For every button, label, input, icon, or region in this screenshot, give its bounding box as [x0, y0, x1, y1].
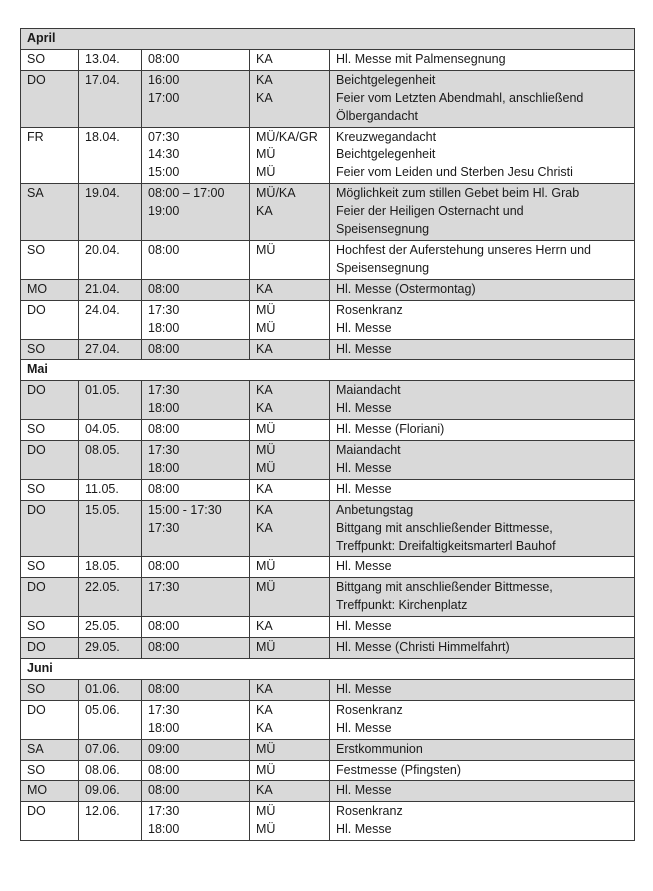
- event-line: Bittgang mit anschließender Bittmesse,: [336, 580, 553, 595]
- schedule-row: [21, 339, 635, 360]
- place-line: MÜ: [256, 443, 276, 458]
- time-cell: [142, 617, 250, 638]
- date-cell: 18.04.: [79, 127, 142, 184]
- place-cell: [250, 739, 330, 760]
- schedule-row: [21, 617, 635, 638]
- time-line: 07:30: [148, 129, 180, 144]
- place-line: KA: [256, 702, 273, 717]
- schedule-row: [21, 441, 635, 480]
- place-line: KA: [256, 90, 273, 105]
- date-cell: 20.04.: [79, 240, 142, 279]
- event-cell: [330, 679, 635, 700]
- event-cell: [330, 479, 635, 500]
- event-line: Speisensegnung: [336, 222, 430, 237]
- event-cell: [330, 70, 635, 127]
- place-cell: [250, 638, 330, 659]
- event-line: Hl. Messe (Floriani): [336, 422, 445, 437]
- day-cell: SO: [21, 679, 79, 700]
- time-cell: [142, 679, 250, 700]
- event-line: Kreuzwegandacht: [336, 129, 437, 144]
- event-line: Maiandacht: [336, 443, 401, 458]
- place-cell: [250, 49, 330, 70]
- date-cell: 09.06.: [79, 781, 142, 802]
- event-cell: [330, 578, 635, 617]
- place-line: MÜ: [256, 165, 276, 180]
- event-line: Hl. Messe (Ostermontag): [336, 281, 476, 296]
- month-header-row: [21, 659, 635, 680]
- day-cell: DO: [21, 70, 79, 127]
- event-line: Hl. Messe: [336, 783, 392, 798]
- day-cell: SO: [21, 479, 79, 500]
- time-cell: [142, 127, 250, 184]
- place-line: MÜ: [256, 580, 276, 595]
- time-line: 08:00: [148, 242, 180, 257]
- event-line: Feier vom Leiden und Sterben Jesu Christi: [336, 165, 573, 180]
- event-cell: [330, 240, 635, 279]
- event-line: Möglichkeit zum stillen Gebet beim Hl. Grab: [336, 186, 580, 201]
- time-line: 18:00: [148, 822, 180, 837]
- event-line: Hl. Messe: [336, 460, 392, 475]
- date-cell: 27.04.: [79, 339, 142, 360]
- place-line: KA: [256, 720, 273, 735]
- time-cell: [142, 184, 250, 241]
- event-line: Bittgang mit anschließender Bittmesse,: [336, 520, 553, 535]
- event-line: Beichtgelegenheit: [336, 72, 436, 87]
- time-line: 16:00: [148, 72, 180, 87]
- time-cell: [142, 381, 250, 420]
- event-line: Anbetungstag: [336, 502, 414, 517]
- time-line: 08:00: [148, 481, 180, 496]
- day-cell: DO: [21, 638, 79, 659]
- event-line: Hl. Messe: [336, 481, 392, 496]
- time-line: 08:00: [148, 640, 180, 655]
- time-line: 09:00: [148, 741, 180, 756]
- place-line: MÜ: [256, 822, 276, 837]
- place-line: KA: [256, 681, 273, 696]
- time-cell: [142, 49, 250, 70]
- day-cell: MO: [21, 781, 79, 802]
- event-cell: [330, 339, 635, 360]
- day-cell: SA: [21, 184, 79, 241]
- date-cell: 04.05.: [79, 420, 142, 441]
- event-line: Rosenkranz: [336, 804, 403, 819]
- schedule-table: [20, 28, 635, 841]
- event-line: Feier der Heiligen Osternacht und: [336, 204, 524, 219]
- time-line: 08:00: [148, 341, 180, 356]
- place-line: MÜ: [256, 460, 276, 475]
- event-line: Hl. Messe: [336, 822, 392, 837]
- event-cell: [330, 500, 635, 557]
- place-cell: [250, 578, 330, 617]
- date-cell: 22.05.: [79, 578, 142, 617]
- schedule-row: [21, 679, 635, 700]
- time-cell: [142, 781, 250, 802]
- event-line: Rosenkranz: [336, 702, 403, 717]
- day-cell: DO: [21, 802, 79, 841]
- time-line: 15:00: [148, 165, 180, 180]
- event-cell: [330, 441, 635, 480]
- place-cell: [250, 679, 330, 700]
- place-line: KA: [256, 341, 273, 356]
- time-line: 08:00: [148, 51, 180, 66]
- time-line: 17:00: [148, 90, 180, 105]
- place-line: MÜ: [256, 640, 276, 655]
- schedule-row: [21, 638, 635, 659]
- day-cell: DO: [21, 700, 79, 739]
- time-line: 17:30: [148, 804, 180, 819]
- event-cell: [330, 279, 635, 300]
- time-cell: [142, 638, 250, 659]
- place-cell: [250, 420, 330, 441]
- time-line: 08:00: [148, 783, 180, 798]
- place-line: MÜ: [256, 147, 276, 162]
- day-cell: DO: [21, 500, 79, 557]
- place-line: MÜ: [256, 242, 276, 257]
- time-cell: [142, 420, 250, 441]
- event-cell: [330, 557, 635, 578]
- date-cell: 01.05.: [79, 381, 142, 420]
- time-line: 14:30: [148, 147, 180, 162]
- date-cell: 21.04.: [79, 279, 142, 300]
- time-cell: [142, 279, 250, 300]
- day-cell: SO: [21, 617, 79, 638]
- place-line: MÜ: [256, 320, 276, 335]
- time-cell: [142, 70, 250, 127]
- event-cell: [330, 781, 635, 802]
- time-line: 08:00: [148, 619, 180, 634]
- time-cell: [142, 739, 250, 760]
- event-line: Ölbergandacht: [336, 108, 419, 123]
- date-cell: 18.05.: [79, 557, 142, 578]
- event-line: Erstkommunion: [336, 741, 423, 756]
- schedule-row: [21, 760, 635, 781]
- place-cell: [250, 700, 330, 739]
- place-cell: [250, 617, 330, 638]
- place-line: KA: [256, 383, 273, 398]
- time-line: 17:30: [148, 383, 180, 398]
- place-line: KA: [256, 619, 273, 634]
- place-line: MÜ/KA/GR: [256, 129, 318, 144]
- schedule-row: [21, 127, 635, 184]
- time-cell: [142, 700, 250, 739]
- event-line: Speisensegnung: [336, 260, 430, 275]
- schedule-row: [21, 240, 635, 279]
- date-cell: 24.04.: [79, 300, 142, 339]
- place-line: KA: [256, 520, 273, 535]
- schedule-row: [21, 49, 635, 70]
- time-line: 18:00: [148, 320, 180, 335]
- place-line: KA: [256, 51, 273, 66]
- event-cell: [330, 49, 635, 70]
- event-line: Rosenkranz: [336, 302, 403, 317]
- event-cell: [330, 617, 635, 638]
- date-cell: 08.05.: [79, 441, 142, 480]
- event-line: Hl. Messe: [336, 320, 392, 335]
- day-cell: DO: [21, 578, 79, 617]
- day-cell: DO: [21, 441, 79, 480]
- schedule-row: [21, 781, 635, 802]
- event-line: Hl. Messe: [336, 401, 392, 416]
- schedule-row: [21, 500, 635, 557]
- month-header-row: [21, 360, 635, 381]
- date-cell: 29.05.: [79, 638, 142, 659]
- time-line: 08:00 – 17:00: [148, 186, 225, 201]
- date-cell: 17.04.: [79, 70, 142, 127]
- date-cell: 11.05.: [79, 479, 142, 500]
- event-line: Hl. Messe mit Palmensegnung: [336, 51, 506, 66]
- place-line: KA: [256, 502, 273, 517]
- place-line: KA: [256, 783, 273, 798]
- time-cell: [142, 441, 250, 480]
- day-cell: SO: [21, 420, 79, 441]
- event-line: Festmesse (Pfingsten): [336, 762, 462, 777]
- place-line: MÜ/KA: [256, 186, 296, 201]
- event-cell: [330, 700, 635, 739]
- time-line: 08:00: [148, 681, 180, 696]
- day-cell: MO: [21, 279, 79, 300]
- day-cell: DO: [21, 300, 79, 339]
- time-cell: [142, 802, 250, 841]
- event-line: Hl. Messe (Christi Himmelfahrt): [336, 640, 510, 655]
- date-cell: 13.04.: [79, 49, 142, 70]
- time-line: 08:00: [148, 559, 180, 574]
- time-line: 17:30: [148, 520, 180, 535]
- schedule-row: [21, 578, 635, 617]
- time-cell: [142, 500, 250, 557]
- schedule-row: [21, 479, 635, 500]
- schedule-row: [21, 279, 635, 300]
- time-cell: [142, 557, 250, 578]
- time-line: 17:30: [148, 580, 180, 595]
- place-cell: [250, 279, 330, 300]
- event-line: Hl. Messe: [336, 681, 392, 696]
- day-cell: DO: [21, 381, 79, 420]
- date-cell: 07.06.: [79, 739, 142, 760]
- day-cell: FR: [21, 127, 79, 184]
- day-cell: SO: [21, 339, 79, 360]
- event-line: Maiandacht: [336, 383, 401, 398]
- place-cell: [250, 240, 330, 279]
- date-cell: 12.06.: [79, 802, 142, 841]
- date-cell: 01.06.: [79, 679, 142, 700]
- place-cell: [250, 381, 330, 420]
- event-cell: [330, 802, 635, 841]
- place-cell: [250, 127, 330, 184]
- month-header-row: [21, 29, 635, 50]
- time-line: 18:00: [148, 720, 180, 735]
- time-line: 08:00: [148, 422, 180, 437]
- place-cell: [250, 184, 330, 241]
- place-cell: [250, 557, 330, 578]
- month-label: Juni: [21, 659, 635, 680]
- place-line: MÜ: [256, 422, 276, 437]
- time-line: 19:00: [148, 204, 180, 219]
- event-line: Treffpunkt: Kirchenplatz: [336, 598, 468, 613]
- event-line: Hochfest der Auferstehung unseres Herrn und: [336, 242, 592, 257]
- place-line: KA: [256, 72, 273, 87]
- schedule-body: [21, 29, 635, 841]
- place-line: MÜ: [256, 559, 276, 574]
- schedule-row: [21, 802, 635, 841]
- place-line: KA: [256, 481, 273, 496]
- time-line: 17:30: [148, 443, 180, 458]
- event-cell: [330, 638, 635, 659]
- place-cell: [250, 479, 330, 500]
- place-line: MÜ: [256, 741, 276, 756]
- time-cell: [142, 240, 250, 279]
- time-cell: [142, 578, 250, 617]
- event-cell: [330, 760, 635, 781]
- place-cell: [250, 760, 330, 781]
- place-cell: [250, 70, 330, 127]
- place-cell: [250, 781, 330, 802]
- time-cell: [142, 760, 250, 781]
- place-line: KA: [256, 401, 273, 416]
- month-label: April: [21, 29, 635, 50]
- event-cell: [330, 127, 635, 184]
- day-cell: SO: [21, 760, 79, 781]
- schedule-row: [21, 70, 635, 127]
- time-line: 15:00 - 17:30: [148, 502, 222, 517]
- event-line: Hl. Messe: [336, 720, 392, 735]
- schedule-row: [21, 739, 635, 760]
- place-line: KA: [256, 281, 273, 296]
- time-line: 17:30: [148, 702, 180, 717]
- event-cell: [330, 739, 635, 760]
- place-cell: [250, 339, 330, 360]
- time-cell: [142, 479, 250, 500]
- time-cell: [142, 300, 250, 339]
- place-line: MÜ: [256, 804, 276, 819]
- schedule-row: [21, 381, 635, 420]
- place-cell: [250, 802, 330, 841]
- place-line: MÜ: [256, 302, 276, 317]
- time-cell: [142, 339, 250, 360]
- date-cell: 19.04.: [79, 184, 142, 241]
- date-cell: 05.06.: [79, 700, 142, 739]
- time-line: 08:00: [148, 281, 180, 296]
- day-cell: SO: [21, 557, 79, 578]
- event-line: Treffpunkt: Dreifaltigkeitsmarterl Bauhof: [336, 538, 556, 553]
- schedule-row: [21, 700, 635, 739]
- event-line: Feier vom Letzten Abendmahl, anschließend: [336, 90, 584, 105]
- schedule-row: [21, 184, 635, 241]
- event-line: Beichtgelegenheit: [336, 147, 436, 162]
- date-cell: 25.05.: [79, 617, 142, 638]
- date-cell: 15.05.: [79, 500, 142, 557]
- schedule-row: [21, 557, 635, 578]
- place-line: MÜ: [256, 762, 276, 777]
- event-cell: [330, 420, 635, 441]
- event-line: Hl. Messe: [336, 619, 392, 634]
- place-line: KA: [256, 204, 273, 219]
- day-cell: SA: [21, 739, 79, 760]
- place-cell: [250, 500, 330, 557]
- time-line: 18:00: [148, 460, 180, 475]
- event-cell: [330, 381, 635, 420]
- event-line: Hl. Messe: [336, 559, 392, 574]
- event-cell: [330, 184, 635, 241]
- time-line: 18:00: [148, 401, 180, 416]
- day-cell: SO: [21, 240, 79, 279]
- time-line: 08:00: [148, 762, 180, 777]
- event-line: Hl. Messe: [336, 341, 392, 356]
- date-cell: 08.06.: [79, 760, 142, 781]
- place-cell: [250, 300, 330, 339]
- event-cell: [330, 300, 635, 339]
- schedule-row: [21, 300, 635, 339]
- place-cell: [250, 441, 330, 480]
- month-label: Mai: [21, 360, 635, 381]
- schedule-row: [21, 420, 635, 441]
- day-cell: SO: [21, 49, 79, 70]
- time-line: 17:30: [148, 302, 180, 317]
